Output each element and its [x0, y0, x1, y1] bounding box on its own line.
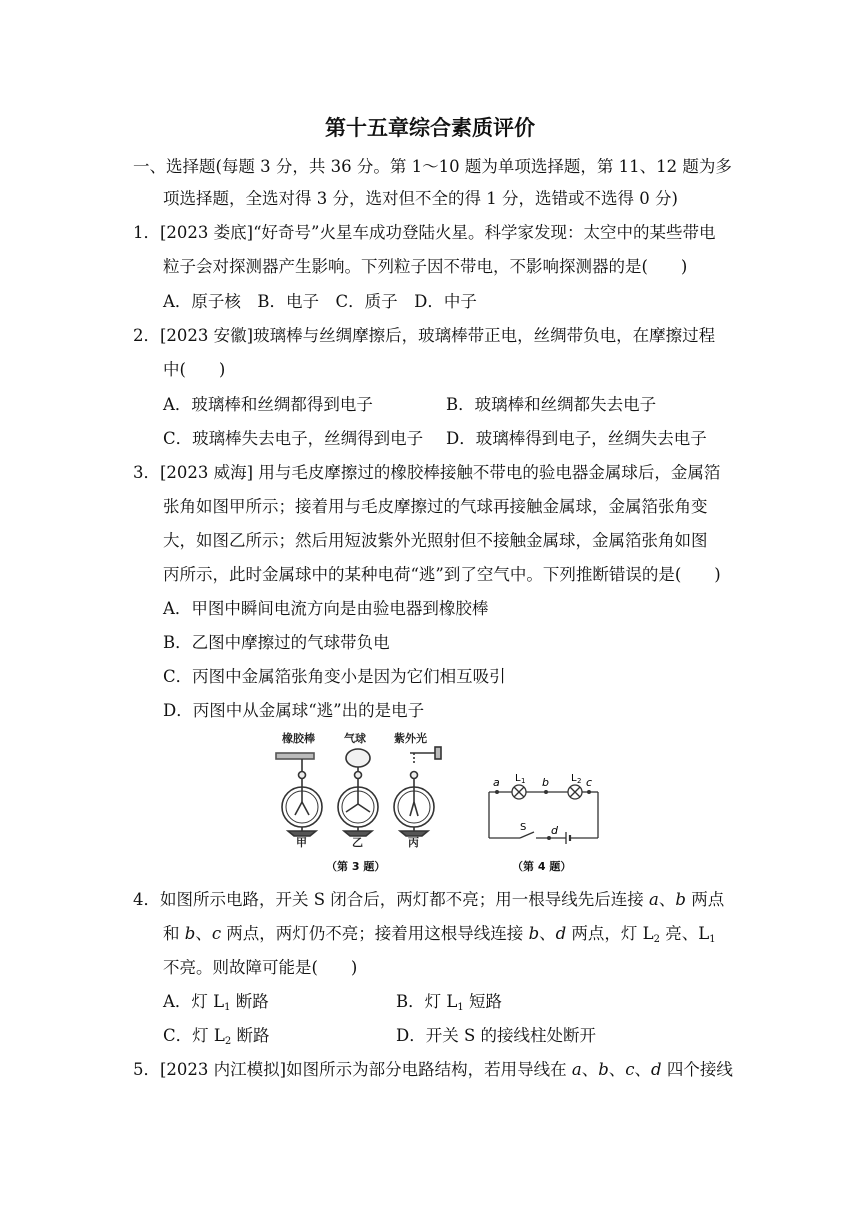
section-instruction-line2: 项选择题，全选对得 3 分，选对但不全的得 1 分，选错或不选得 0 分) [163, 189, 678, 208]
q2-option-d: D．玻璃棒得到电子，丝绸失去电子 [446, 429, 707, 448]
label-rubber-rod: 橡胶棒 [282, 732, 315, 745]
q3-option-a: A．甲图中瞬间电流方向是由验电器到橡胶棒 [163, 599, 489, 618]
q5-stem-line1: 5．[2023 内江模拟]如图所示为部分电路结构，若用导线在 a、b、c、d 四个接线 [133, 1060, 733, 1079]
q3-stem-line3: 大，如图乙所示；然后用短波紫外光照射但不接触金属球，金属箔张角如图 [163, 531, 708, 550]
q1-stem-line1: 1．[2023 娄底]“好奇号”火星车成功登陆火星。科学家发现：太空中的某些带电 [133, 223, 716, 242]
q4-stem-line3: 不亮。则故障可能是( ) [163, 958, 358, 977]
lamp-l1-subscript: 1 [521, 777, 526, 785]
node-a-label: a [493, 776, 500, 789]
label-jia: 甲 [296, 836, 307, 849]
lamp-l2-label: L [571, 773, 577, 784]
q2-option-b: B．玻璃棒和丝绸都失去电子 [446, 395, 657, 414]
q4-option-b: B．灯 $L_1$ 短路 [396, 992, 502, 1013]
q3-stem-line4: 丙所示，此时金属球中的某种电荷“逃”到了空气中。下列推断错误的是( ) [163, 565, 721, 584]
lamp-l2-subscript: 2 [577, 777, 582, 785]
label-bing: 丙 [408, 836, 419, 849]
section-instruction-line1: 一、选择题(每题 3 分，共 36 分。第 1～10 题为单项选择题，第 11、12 题为多 [133, 157, 732, 176]
node-c-label: c [586, 776, 593, 789]
q4-stem-line2: 和 b、c 两点，两灯仍不亮；接着用这根导线连接 b、d 两点，灯 $L_2$ 亮、$L_1$ [163, 924, 716, 945]
q3-stem-line1: 3．[2023 威海] 用与毛皮摩擦过的橡胶棒接触不带电的验电器金属球后，金属箔 [133, 463, 721, 482]
node-b-label: b [542, 776, 549, 789]
caption-q3-figure: （第 3 题） [326, 860, 386, 873]
q3-option-c: C．丙图中金属箔张角变小是因为它们相互吸引 [163, 667, 506, 686]
q3-option-b: B．乙图中摩擦过的气球带负电 [163, 633, 390, 652]
q1-stem-line2: 粒子会对探测器产生影响。下列粒子因不带电，不影响探测器的是( ) [163, 257, 688, 276]
switch-s-label: S [520, 822, 527, 833]
q4-option-d: D．开关 S 的接线柱处断开 [396, 1026, 597, 1045]
label-balloon: 气球 [344, 732, 366, 745]
q2-stem-line2: 中( ) [163, 360, 226, 379]
caption-q4-figure: （第 4 题） [512, 860, 572, 873]
figure-q4-circuit [484, 768, 604, 848]
q1-options: A．原子核 B．电子 C．质子 D．中子 [163, 292, 477, 311]
q3-option-d: D．丙图中从金属球“逃”出的是电子 [163, 701, 425, 720]
electroscope-bing [394, 747, 441, 836]
lamp-l1-label: L [515, 773, 521, 784]
q2-option-a: A．玻璃棒和丝绸都得到电子 [163, 395, 373, 414]
page-title: 第十五章综合素质评价 [325, 116, 535, 140]
q4-option-a: A．灯 $L_1$ 断路 [163, 992, 269, 1013]
q2-stem-line1: 2．[2023 安徽]玻璃棒与丝绸摩擦后，玻璃棒带正电，丝绸带负电，在摩擦过程 [133, 326, 716, 345]
q2-option-c: C．玻璃棒失去电子，丝绸得到电子 [163, 429, 424, 448]
node-d-label: d [551, 824, 558, 837]
electroscope-jia [276, 753, 322, 836]
q4-stem-line1: 4．如图所示电路，开关 S 闭合后，两灯都不亮；用一根导线先后连接 a、b 两点 [133, 890, 725, 909]
q3-stem-line2: 张角如图甲所示；接着用与毛皮摩擦过的气球再接触金属球，金属箔张角变 [163, 497, 708, 516]
figure-q3-electroscopes [270, 728, 460, 850]
label-uv-light: 紫外光 [394, 732, 427, 745]
electroscope-yi [338, 749, 378, 836]
q4-option-c: C．灯 $L_2$ 断路 [163, 1026, 270, 1047]
label-yi: 乙 [352, 836, 363, 849]
